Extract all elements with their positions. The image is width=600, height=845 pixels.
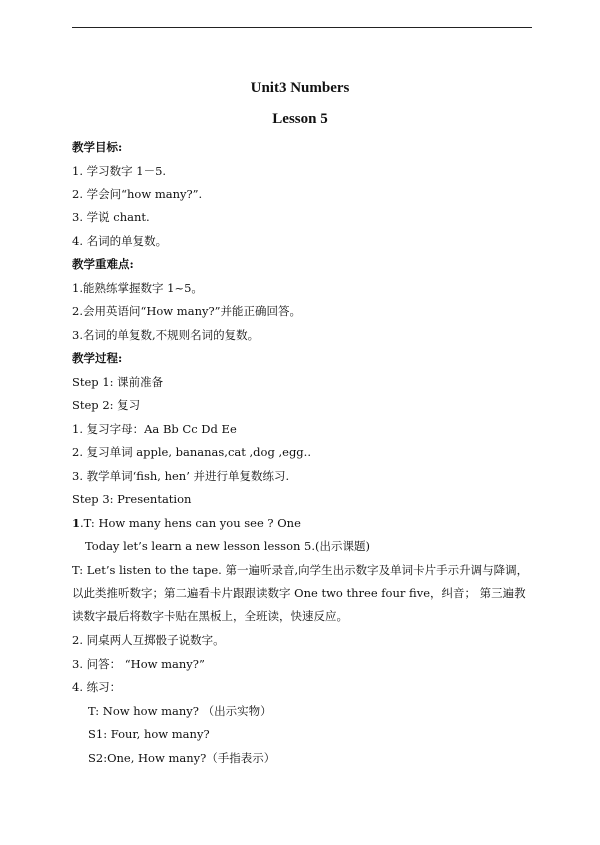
objectives-heading: 教学目标:	[72, 140, 123, 154]
presentation-item-1-text: .T: How many hens can you see ? One	[80, 516, 301, 530]
practice-line: S1: Four, how many?	[88, 727, 210, 741]
step-1: Step 1: 课前准备	[72, 375, 164, 389]
process-heading: 教学过程:	[72, 351, 123, 365]
step-2: Step 2: 复习	[72, 398, 141, 412]
key-point-item: 2.会用英语问“How many?”并能正确回答。	[72, 304, 302, 318]
review-item: 3. 教学单词‘fish, hen’ 并进行单复数练习.	[72, 469, 290, 483]
objective-item: 1. 学习数字 1－5.	[72, 164, 167, 178]
review-item: 1. 复习字母：Aa Bb Cc Dd Ee	[72, 422, 237, 436]
presentation-item-1	[72, 516, 301, 530]
objective-item: 3. 学说 chant.	[72, 210, 150, 224]
objective-item: 2. 学会问“how many?”.	[72, 187, 203, 201]
presentation-item-3: 3. 问答： “How many?”	[72, 657, 205, 671]
review-item: 2. 复习单词 apple, bananas,cat ,dog ,egg..	[72, 445, 311, 459]
step-3: Step 3: Presentation	[72, 492, 192, 506]
unit-title: Unit3 Numbers	[250, 80, 350, 96]
presentation-item-4: 4. 练习：	[72, 680, 122, 694]
presentation-item-2: 2. 同桌两人互掷骰子说数字。	[72, 633, 225, 647]
key-points-heading: 教学重难点:	[72, 257, 134, 271]
presentation-item-1-continued: Today let’s learn a new lesson lesson 5.(出示课题)	[85, 539, 371, 553]
header-rule	[72, 27, 532, 28]
tape-paragraph: T: Let’s listen to the tape. 第一遍听录音,向学生出示数字及单词卡片手示升调与降调，以此类推听数字；第二遍看卡片跟跟读数字 One two three four five，纠音； 第三遍教读数字最后将数字卡贴在黑板上，全班读，快速反应。	[72, 563, 529, 623]
presentation-item-1-number: 1	[72, 516, 81, 530]
key-point-item: 3.名词的单复数,不规则名词的复数。	[72, 328, 260, 342]
objective-item: 4. 名词的单复数。	[72, 234, 168, 248]
practice-line: S2:One, How many?（手指表示）	[88, 751, 276, 765]
lesson-title: Lesson 5	[272, 111, 328, 127]
practice-line: T: Now how many? （出示实物）	[88, 704, 272, 718]
key-point-item: 1.能熟练掌握数字 1~5。	[72, 281, 203, 295]
